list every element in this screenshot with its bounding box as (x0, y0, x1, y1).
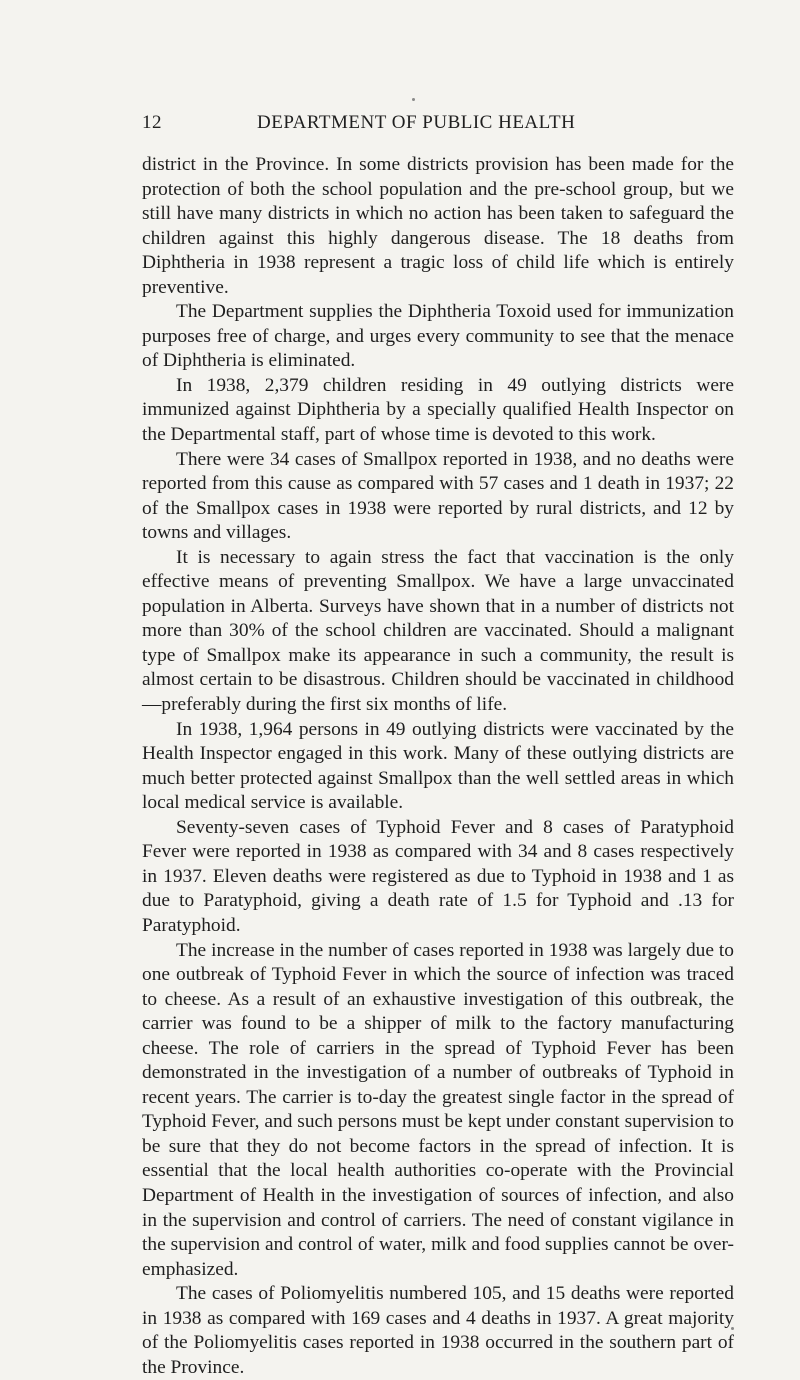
body-text (142, 153, 734, 1380)
paragraph-vaccination: It is necessary to again stress the fact that vaccination is the only effective means of preventing Smallpox. We have a large unvaccinated population in Alberta. Surveys have shown that in a number of districts not more than 30% of the school children are vaccinated. Should a malignant type of Smallpox make its appearance in such a community, the result is almost certain to be disastrous. Children should be vaccinated in childhood—preferably during the first six months of life. (142, 546, 734, 716)
paragraph-immunization-1938: In 1938, 2,379 children residing in 49 outlying districts were immunized against Diphtheria by a specially qualified Health Inspector on the Departmental staff, part of whose time is devoted to this work. (142, 374, 734, 446)
paragraph-poliomyelitis: The cases of Poliomyelitis numbered 105, and 15 deaths were reported in 1938 as compared with 169 cases and 4 deaths in 1937. A great majority of the Poliomyelitis cases reported in 1938 occurred in the southern part of the Province. (142, 1283, 734, 1378)
header-title: DEPARTMENT OF PUBLIC HEALTH (257, 112, 576, 133)
paragraph-smallpox-cases: There were 34 cases of Smallpox reported in 1938, and no deaths were reported from this cause as compared with 57 cases and 1 death in 1937; 22 of the Smallpox cases in 1938 were reported by rural districts, and 12 by towns and villages. (142, 448, 734, 544)
paragraph-typhoid-cases: Seventy-seven cases of Typhoid Fever and 8 cases of Paratyphoid Fever were reported in 1938 as compared with 34 and 8 cases respectively in 1937. Eleven deaths were registered as due to Typhoid in 1938 and 1 as due to Paratyphoid, giving a death rate of 1.5 for Typhoid and .13 for Paratyphoid. (142, 816, 734, 936)
scan-speck (412, 98, 415, 101)
paragraph-typhoid-outbreak: The increase in the number of cases reported in 1938 was largely due to one outbreak of Typhoid Fever in which the source of infection was traced to cheese. As a result of an exhaustive investigation of this outbreak, the carrier was found to be a shipper of milk to the factory manufacturing cheese. The role of carriers in the spread of Typhoid Fever has been demonstrated in the investigation of a number of outbreaks of Typhoid in recent years. The carrier is to-day the greatest single factor in the spread of Typhoid Fever, and such persons must be kept under constant supervision to be sure that they do not become factors in the spread of infection. It is essential that the local health authorities co-operate with the Provincial Department of Health in the investigation of sources of infection, and also in the supervision and control of carriers. The need of constant vigilance in the supervision and control of water, milk and food supplies cannot be over-emphasized. (142, 939, 734, 1280)
paragraph-diphtheria-toxoid: The Department supplies the Diphtheria Toxoid used for immunization purposes free of charge, and urges every community to see that the menace of Diphtheria is eliminated. (142, 301, 734, 372)
paragraph-vaccination-1938: In 1938, 1,964 persons in 49 outlying districts were vaccinated by the Health Inspector engaged in this work. Many of these outlying districts are much better protected against Smallpox than the well settled areas in which local medical service is available. (142, 718, 734, 814)
paragraph-diphtheria-continued: district in the Province. In some districts provision has been made for the protection of both the school population and the pre-school group, but we still have many districts in which no action has been taken to safeguard the children against this highly dangerous disease. The 18 deaths from Diphtheria in 1938 represent a tragic loss of child life which is entirely preventive. (142, 154, 734, 298)
running-head (142, 112, 734, 140)
page-number: 12 (142, 112, 162, 133)
